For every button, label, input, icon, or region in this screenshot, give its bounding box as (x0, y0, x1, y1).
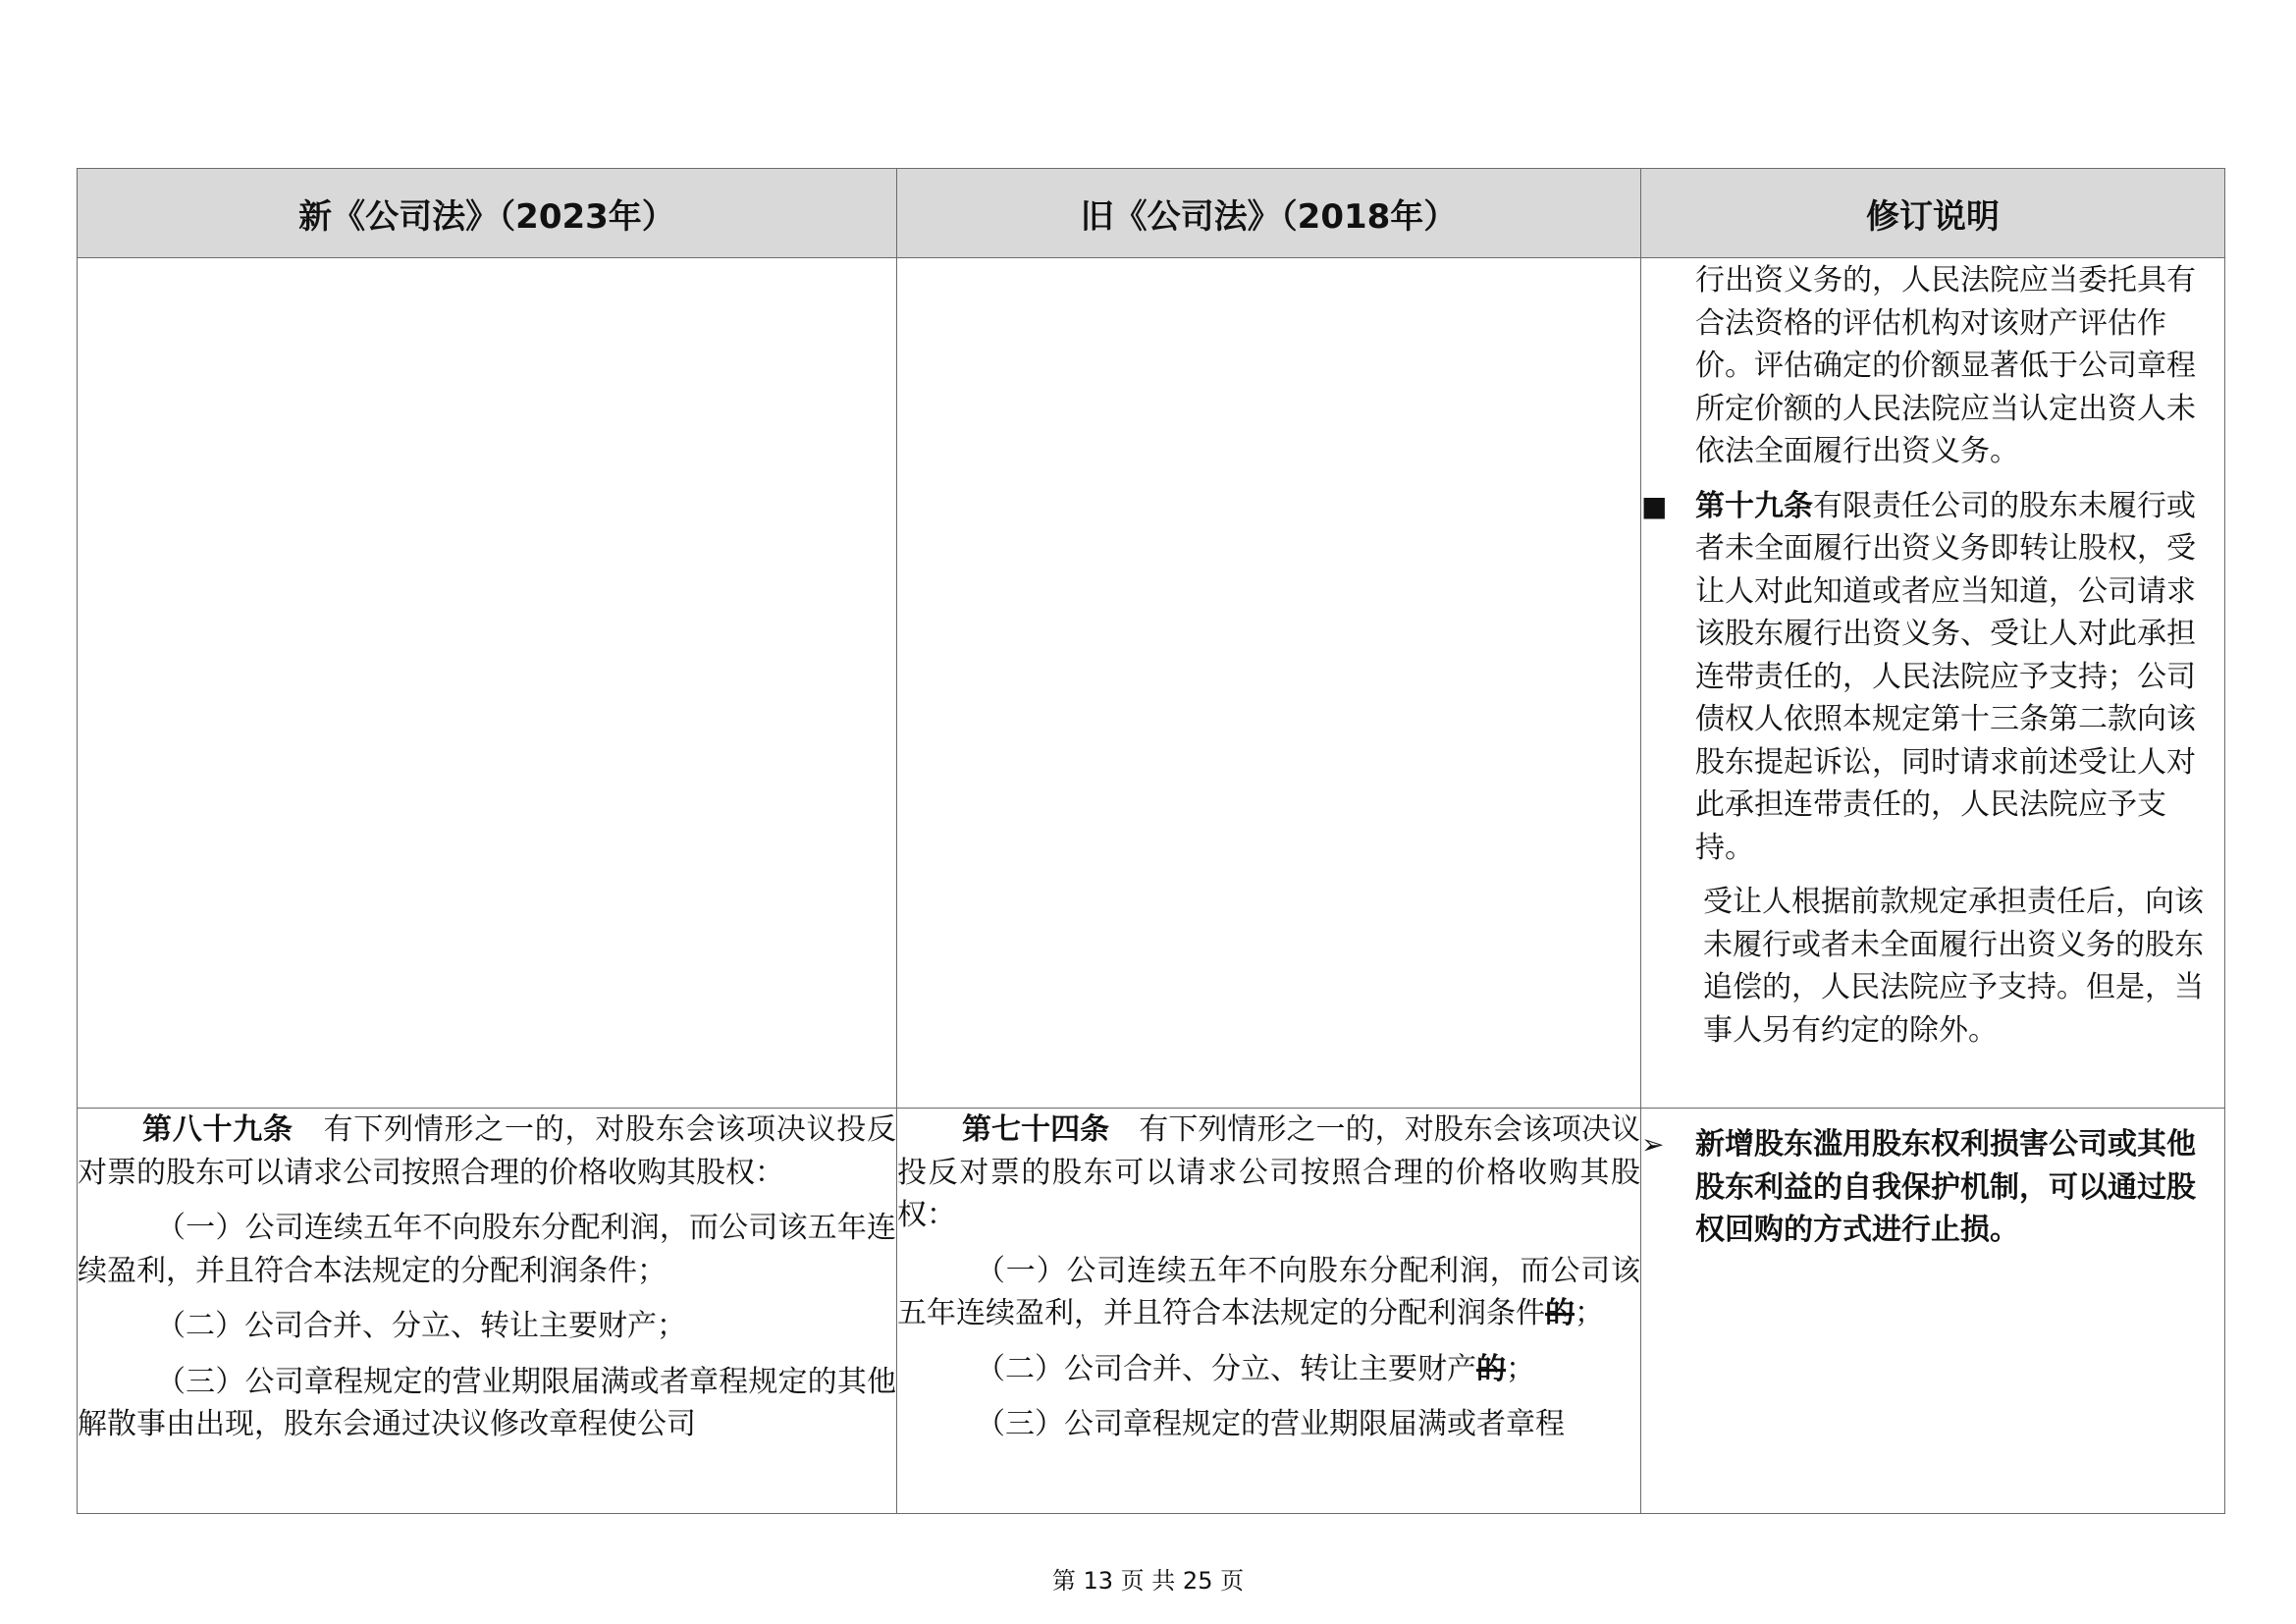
deleted-text: 的 (1476, 1351, 1506, 1386)
old-article-item: （二）公司合并、分立、转让主要财产的； (976, 1351, 1535, 1386)
header-revision-note: 修订说明 (1641, 169, 2225, 258)
bullet-article-19 (1641, 485, 2213, 870)
table-header-row (78, 169, 2225, 258)
old-law-cell (897, 1109, 1641, 1514)
new-law-cell (78, 1109, 897, 1514)
new-law-cell-empty (78, 258, 897, 1109)
new-article-item: （三）公司章程规定的营业期限届满或者章程规定的其他解散事由出现，股东会通过决议修改章程使公司 (78, 1364, 896, 1441)
article-heading: 第八十九条 (142, 1112, 294, 1147)
article-intro-text: 有下列情形之一的，对股东会该项决议投反对票的股东可以请求公司按照合理的价格收购其股权： (897, 1112, 1641, 1232)
continued-paragraph: 行出资义务的，人民法院应当委托具有合法资格的评估机构对该财产评估作价。评估确定的价额显著低于公司章程所定价额的人民法院应当认定出资人未依法全面履行出资义务。 (1695, 263, 2196, 468)
revision-note-cell (1641, 1109, 2225, 1514)
table-row (78, 258, 2225, 1109)
revision-note-item (1641, 1123, 2213, 1252)
new-article-intro (78, 1109, 896, 1194)
law-comparison-table (77, 168, 2225, 1514)
article-heading: 第十九条 (1695, 488, 1813, 523)
article-intro-text: 有下列情形之一的，对股东会该项决议投反对票的股东可以请求公司按照合理的价格收购其股权： (78, 1112, 896, 1190)
sub-paragraph: 受让人根据前款规定承担责任后，向该未履行或者未全面履行出资义务的股东追偿的，人民法院应予支持。但是，当事人另有约定的除外。 (1703, 885, 2204, 1048)
old-article-item: （三）公司章程规定的营业期限届满或者章程 (976, 1407, 1565, 1441)
header-old-law: 旧《公司法》（2018年） (897, 169, 1641, 258)
old-article-intro (897, 1109, 1640, 1237)
table-row (78, 1109, 2225, 1514)
revision-note-text: 新增股东滥用股东权利损害公司或其他股东利益的自我保护机制，可以通过股权回购的方式进行止损。 (1695, 1127, 2196, 1247)
arrow-bullet-icon: ➢ (1641, 1128, 1665, 1161)
article-heading: 第七十四条 (962, 1112, 1110, 1147)
revision-note-cell-continued (1641, 258, 2225, 1109)
deleted-text: 的 (1545, 1296, 1575, 1330)
old-law-cell-empty (897, 258, 1641, 1109)
old-article-item: （一）公司连续五年不向股东分配利润，而公司该五年连续盈利，并且符合本法规定的分配利润条件的； (897, 1253, 1640, 1330)
new-article-item: （二）公司合并、分立、转让主要财产； (156, 1309, 686, 1343)
article-text: 有限责任公司的股东未履行或者未全面履行出资义务即转让股权，受让人对此知道或者应当知道，公司请求该股东履行出资义务、受让人对此承担连带责任的，人民法院应予支持；公司债权人依照本规定第十三条第二款向该股东提起诉讼，同时请求前述受让人对此承担连带责任的，人民法院应予支持。 (1695, 488, 2196, 865)
header-new-law: 新《公司法》（2023年） (78, 169, 897, 258)
new-article-item: （一）公司连续五年不向股东分配利润，而公司该五年连续盈利，并且符合本法规定的分配利润条件； (78, 1211, 896, 1288)
page-number-footer: 第 13 页 共 25 页 (1051, 1567, 1245, 1595)
square-bullet-icon: ■ (1641, 489, 1668, 522)
